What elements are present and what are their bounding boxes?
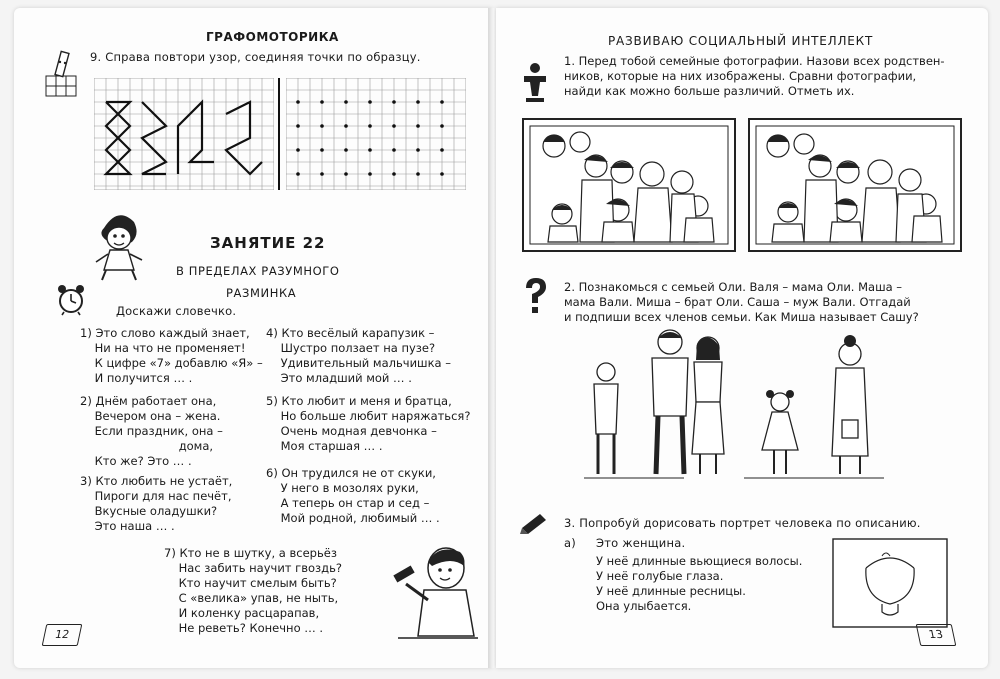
boy-with-hammer-picture	[388, 540, 484, 644]
lesson-character-picture	[88, 208, 150, 282]
grid-dot	[344, 172, 348, 176]
task3a-label: а)	[564, 536, 576, 550]
task3a-lead: Это женщина.	[596, 536, 686, 550]
task9-text: 9. Справа повтори узор, соединяя точки по образцу.	[90, 50, 421, 64]
riddle-4: 4) Кто весёлый карапузик – Шустро ползает на пузе? Удивительный мальчишка – Это младший мой … .	[266, 326, 451, 385]
grid-dot	[344, 100, 348, 104]
reading-person-icon	[520, 60, 550, 104]
grid-dot	[368, 124, 372, 128]
pattern-empty-grid	[286, 78, 466, 190]
riddle-7: 7) Кто не в шутку, а всерьёз Нас забить научит гвоздь? Кто научит смелым быть? С «велика» упав, не ныть, И коленку расцарапав, Не реветь? Конечно … .	[164, 546, 342, 635]
grid-dot	[392, 124, 396, 128]
family-photo-1	[522, 118, 736, 252]
page-number-right-text: 13	[927, 628, 945, 641]
section-title-graphomotor: ГРАФОМОТОРИКА	[206, 30, 339, 44]
grid-dot	[392, 100, 396, 104]
riddle-6: 6) Он трудился не от скуки, У него в мозолях руки, А теперь он стар и сед – Мой родной, любимый … .	[266, 466, 440, 525]
grid-dot	[416, 148, 420, 152]
grid-dot	[320, 100, 324, 104]
grid-dot	[440, 100, 444, 104]
riddle-5: 5) Кто любит и меня и братца, Но больше любит наряжаться? Очень модная девчонка – Моя старшая … .	[266, 394, 471, 453]
section-title-social: РАЗВИВАЮ СОЦИАЛЬНЫЙ ИНТЕЛЛЕКТ	[608, 34, 874, 48]
riddle-2: 2) Днём работает она, Вечером она – жена. Если праздник, она – дома, Кто же? Это … .	[80, 394, 223, 468]
grid-dot	[416, 172, 420, 176]
pattern-sample-grid	[94, 78, 274, 190]
task3a-description: У неё длинные вьющиеся волосы. У неё голубые глаза. У неё длинные ресницы. Она улыбается.	[596, 554, 803, 613]
grid-dot	[296, 172, 300, 176]
family-members-picture	[584, 324, 944, 482]
grid-dot	[392, 148, 396, 152]
warmup-instruction: Доскажи словечко.	[116, 304, 237, 318]
grid-dot	[296, 124, 300, 128]
alarm-clock-icon	[54, 282, 88, 316]
grid-dot	[416, 124, 420, 128]
grid-dot	[296, 148, 300, 152]
grid-dot	[320, 148, 324, 152]
grid-dot	[392, 172, 396, 176]
task2-text: 2. Познакомься с семьей Оли. Валя – мама Оли. Маша – мама Вали. Миша – брат Оли. Саша – муж Вали. Отгадай и подпиши всех членов семьи. Как Миша называет Сашу?	[564, 280, 919, 324]
grid-dot	[368, 100, 372, 104]
page-number-left	[42, 624, 83, 646]
pencil-icon	[520, 512, 548, 534]
page-number-right	[916, 624, 957, 646]
grid-dot	[344, 148, 348, 152]
grid-dot	[320, 124, 324, 128]
grid-dot	[368, 172, 372, 176]
left-page	[14, 8, 492, 668]
grid-dot	[368, 148, 372, 152]
grid-dot	[416, 100, 420, 104]
page-number-left-text: 12	[53, 628, 71, 641]
grid-divider	[278, 78, 280, 190]
riddle-3: 3) Кто любить не устаёт, Пироги для нас печёт, Вкусные оладушки? Это наша … .	[80, 474, 233, 533]
grid-dot	[320, 172, 324, 176]
task3-text: 3. Попробуй дорисовать портрет человека по описанию.	[564, 516, 921, 530]
lesson-title: ЗАНЯТИЕ 22	[210, 234, 326, 252]
grid-dot	[296, 100, 300, 104]
riddle-1: 1) Это слово каждый знает, Ни на что не променяет! К цифре «7» добавлю «Я» – И получится … .	[80, 326, 263, 385]
portrait-frame	[832, 538, 948, 628]
grid-dot	[344, 124, 348, 128]
task1-text: 1. Перед тобой семейные фотографии. Назови всех родствен- ников, которые на них изображены. Сравни фотографии, найди как можно больше различий. Отметь их.	[564, 54, 945, 98]
warmup-title: РАЗМИНКА	[226, 286, 297, 300]
family-photo-2	[748, 118, 962, 252]
right-page	[496, 8, 988, 668]
grid-dot	[440, 124, 444, 128]
question-mark-icon	[522, 276, 550, 316]
grid-dot	[440, 172, 444, 176]
grid-dot	[440, 148, 444, 152]
pencil-grid-icon	[44, 48, 80, 98]
lesson-subtitle: В ПРЕДЕЛАХ РАЗУМНОГО	[176, 264, 340, 278]
